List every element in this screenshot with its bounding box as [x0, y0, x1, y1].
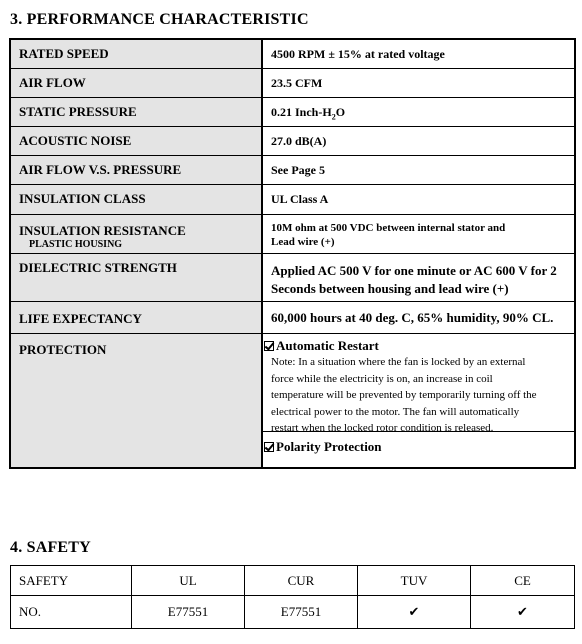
- header-cell: CUR: [245, 566, 358, 596]
- auto-restart-note: [264, 354, 570, 437]
- cell: E77551: [132, 596, 245, 629]
- cell: NO.: [11, 596, 132, 629]
- row-value: UL Class A: [271, 192, 329, 206]
- performance-table: [9, 38, 576, 469]
- row-label: RATED SPEED: [11, 40, 263, 68]
- auto-restart-block: [263, 334, 574, 434]
- polarity-option: [264, 439, 570, 454]
- note-line: Note: In a situation where the fan is locked by an external: [271, 356, 526, 368]
- auto-restart-option: [264, 338, 570, 353]
- row-label: DIELECTRIC STRENGTH: [11, 254, 263, 301]
- protection-row: [11, 333, 574, 467]
- row-label: PROTECTION: [11, 334, 263, 467]
- note-line: electrical power to the motor. The fan will automatically: [271, 405, 520, 418]
- row-label-main: INSULATION RESISTANCE: [19, 223, 186, 238]
- row-label: ACOUSTIC NOISE: [11, 127, 263, 155]
- checkbox-checked-icon: [264, 341, 274, 351]
- row-value: [263, 98, 574, 126]
- value-tail: O: [335, 105, 346, 119]
- safety-table: [10, 565, 575, 629]
- safety-section-title: 4. SAFETY: [10, 539, 91, 556]
- table-row: [11, 596, 575, 629]
- row-value: 23.5 CFM: [271, 76, 323, 90]
- row-value: 60,000 hours at 40 deg. C, 65% humidity, 90% CL.: [271, 310, 554, 325]
- row-value: 27.0 dB(A): [271, 134, 327, 148]
- table-row: [11, 68, 574, 97]
- table-header-row: [11, 566, 575, 596]
- table-row: [11, 214, 574, 253]
- value-line-1: Applied AC 500 V for one minute or AC 600 V for 2: [271, 263, 557, 278]
- performance-section-title: 3. PERFORMANCE CHARACTERISTIC: [10, 11, 309, 28]
- value-main: 0.21 Inch-H: [271, 105, 332, 119]
- row-label: [11, 215, 263, 253]
- checkmark-icon: ✔: [358, 596, 471, 629]
- table-row: [11, 126, 574, 155]
- value-subscript: 2: [331, 112, 336, 122]
- auto-restart-label: Automatic Restart: [276, 338, 379, 353]
- table-row: [11, 40, 574, 68]
- row-label: STATIC PRESSURE: [11, 98, 263, 126]
- note-line: restart when the locked rotor condition is released.: [271, 422, 494, 434]
- row-sublabel: PLASTIC HOUSING: [29, 239, 123, 250]
- value-line-1: 10M ohm at 500 VDC between internal stator and: [271, 222, 506, 234]
- checkbox-checked-icon: [264, 442, 274, 452]
- table-row: [11, 301, 574, 333]
- header-cell: UL: [132, 566, 245, 596]
- value-line-2: Lead wire (+): [271, 236, 335, 248]
- table-row: [11, 184, 574, 214]
- table-row: [11, 97, 574, 126]
- cell: E77551: [245, 596, 358, 629]
- row-label: AIR FLOW V.S. PRESSURE: [11, 156, 263, 184]
- header-cell: TUV: [358, 566, 471, 596]
- row-value: See Page 5: [271, 163, 325, 177]
- table-row: [11, 155, 574, 184]
- checkmark-icon: ✔: [471, 596, 575, 629]
- table-row: [11, 253, 574, 301]
- row-value: 4500 RPM ± 15% at rated voltage: [271, 47, 445, 61]
- note-line: temperature will be prevented by temporarily turning off the: [271, 389, 537, 401]
- row-label: INSULATION CLASS: [11, 185, 263, 214]
- note-line: force while the electricity is on, an increase in coil: [271, 372, 493, 385]
- header-cell: CE: [471, 566, 575, 596]
- row-label: AIR FLOW: [11, 69, 263, 97]
- header-cell: SAFETY: [11, 566, 132, 596]
- protection-details: [263, 334, 574, 467]
- polarity-label: Polarity Protection: [276, 439, 382, 454]
- value-line-2: Seconds between housing and lead wire (+): [271, 281, 509, 296]
- row-value: [263, 254, 574, 301]
- row-value: [263, 215, 574, 253]
- row-label: LIFE EXPECTANCY: [11, 302, 263, 333]
